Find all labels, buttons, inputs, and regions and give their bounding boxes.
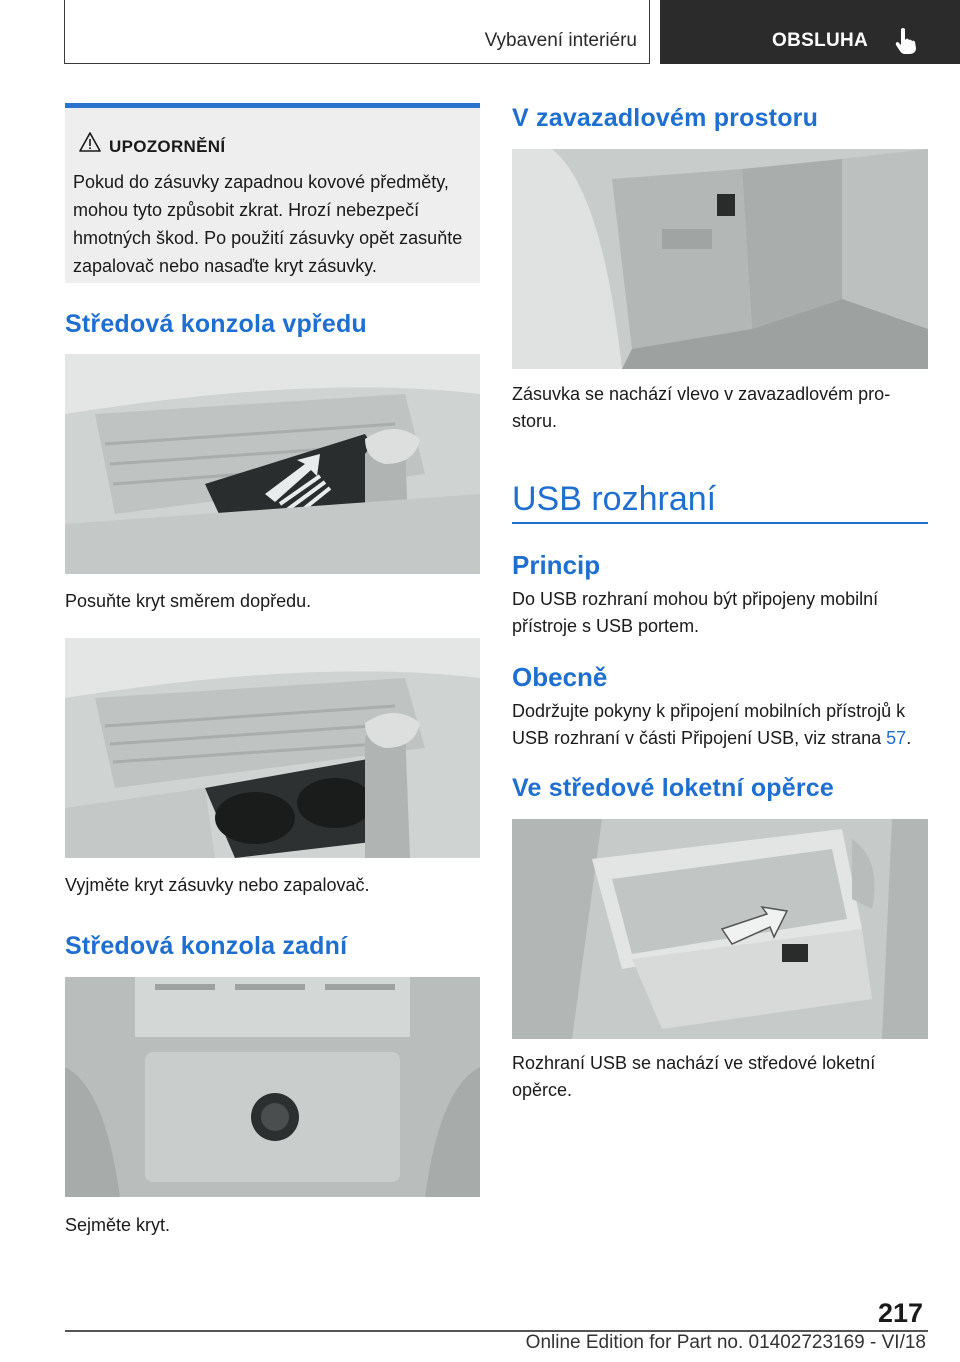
principle-text: Do USB rozhraní mohou být připojeny mobilní přístroje s USB portem.: [512, 589, 879, 636]
warning-triangle-icon: [79, 132, 101, 152]
usb-title: USB rozhraní: [512, 480, 717, 518]
front-console-socket-photo: [65, 638, 480, 858]
caption-slide-cover: Posuňte kryt směrem dopředu.: [65, 591, 312, 611]
usb-title-rule: [512, 522, 928, 524]
caption-take-off-cover: Sejměte kryt.: [65, 1215, 171, 1235]
general-text-body: Dodržujte pokyny k připojení mobilních přístrojů k USB rozhraní v části Připojení USB, viz strana: [512, 701, 906, 748]
rear-console-title: Středová konzola zadní: [65, 932, 348, 960]
header-section-label: Vybavení interiéru: [484, 30, 637, 51]
hand-pointer-icon: [892, 26, 922, 56]
armrest-usb-photo: [512, 819, 928, 1039]
header-chapter-label: OBSLUHA: [772, 30, 869, 51]
general-text: [512, 698, 932, 752]
caption-remove-cover: Vyjměte kryt zásuvky nebo zapalovač.: [65, 875, 370, 895]
warning-box: [65, 103, 480, 283]
general-title: Obecně: [512, 662, 608, 692]
trunk-title: V zavazadlovém prostoru: [512, 104, 819, 132]
warning-text: Pokud do zásuvky zapadnou kovové předměty, mohou tyto způsobit zkrat. Hrozí nebezpečí hmotných škod. Po použití zásuvky opět zasuňte zapalovač nebo nasaďte kryt zásuvky.: [73, 172, 463, 276]
page-number: 217: [878, 1298, 924, 1328]
trunk-photo: [512, 149, 928, 369]
armrest-title: Ve středové loketní opěrce: [512, 774, 834, 802]
header-section-tab: [64, 0, 650, 64]
trunk-caption: Zásuvka se nachází vlevo v zavazadlovém prostoru.: [512, 384, 891, 431]
footer-edition: Online Edition for Part no. 01402723169 - VI/18: [525, 1332, 926, 1353]
rear-console-photo: [65, 977, 480, 1197]
front-console-cover-photo: [65, 354, 480, 574]
armrest-caption: Rozhraní USB se nachází ve středové loketní opěrce.: [512, 1053, 876, 1100]
front-console-title: Středová konzola vpředu: [65, 310, 367, 338]
warning-title: UPOZORNĚNÍ: [109, 137, 226, 156]
principle-title: Princip: [512, 550, 601, 580]
general-text-end: .: [906, 728, 912, 748]
page-57-link[interactable]: 57: [886, 728, 907, 748]
